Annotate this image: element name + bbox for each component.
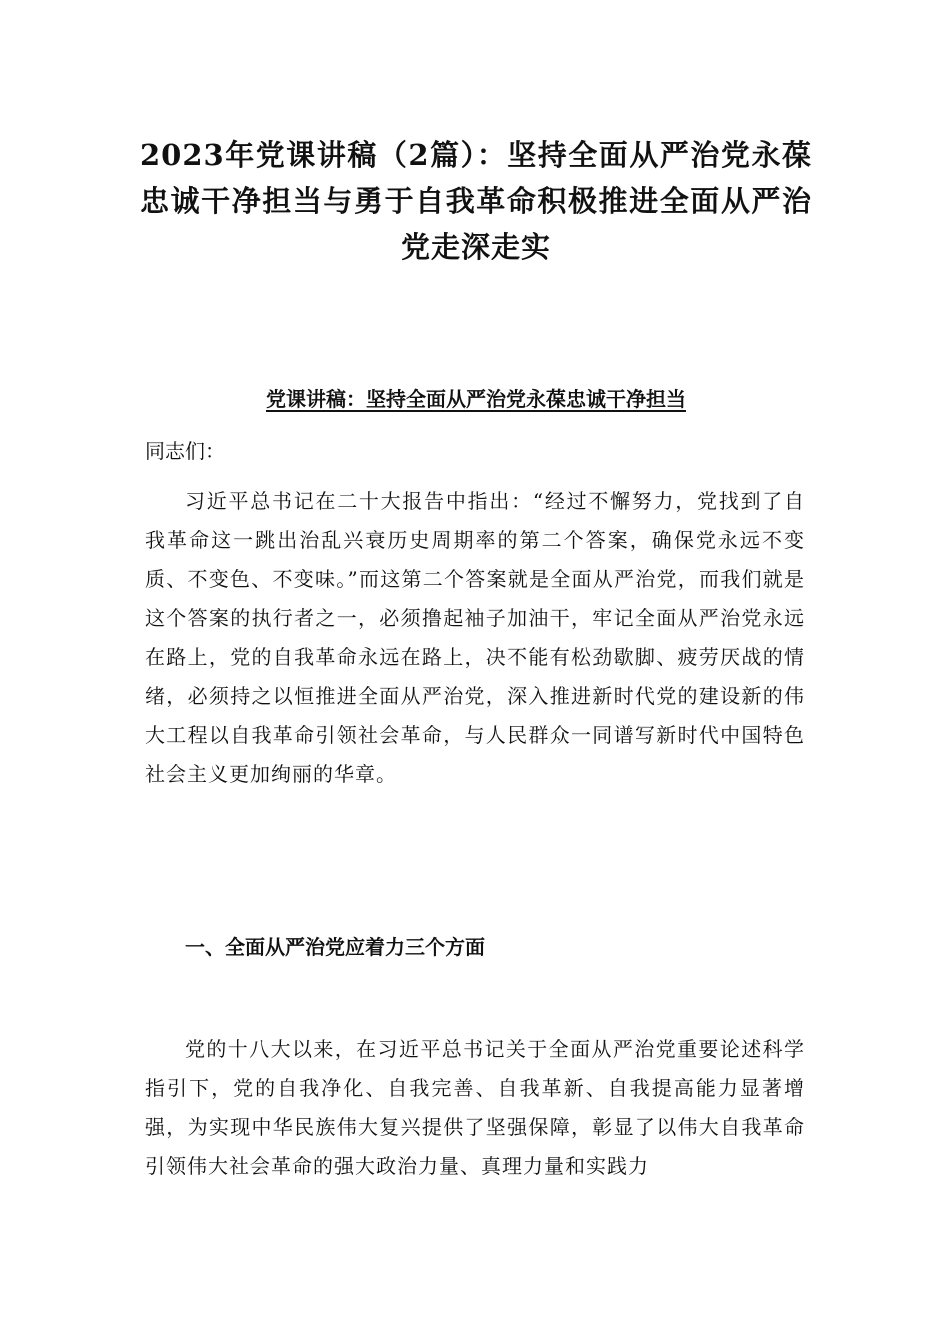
document-title: 2023年党课讲稿（2篇）：坚持全面从严治党永葆忠诚干净担当与勇于自我革命积极推进全面从严治党走深走实 [140,138,812,264]
paragraph-first-point: 党的十八大以来，在习近平总书记关于全面从严治党重要论述科学指引下，党的自我净化、自我完善、自我革新、自我提高能力显著增强，为实现中华民族伟大复兴提供了坚强保障，彰显了以伟大自我革命引领伟大社会革命的强大政治力量、真理力量和实践力 [145,1037,805,1178]
heading-first-point: 一、全面从严治党应着力三个方面 [185,935,485,959]
section-title-text: 党课讲稿：坚持全面从严治党永葆忠诚干净担当 [266,387,686,411]
salutation: 同志们： [145,439,225,463]
paragraph-intro: 习近平总书记在二十大报告中指出：“经过不懈努力，党找到了自我革命这一跳出治乱兴衰历史周期率的第二个答案，确保党永远不变质、不变色、不变味。”而这第二个答案就是全面从严治党，而我们就是这个答案的执行者之一，必须撸起袖子加油干，牢记全面从严治党永远在路上，党的自我革命永远在路上，决不能有松劲歇脚、疲劳厌战的情绪，必须持之以恒推进全面从严治党，深入推进新时代党的建设新的伟大工程以自我革命引领社会革命，与人民群众一同谱写新时代中国特色社会主义更加绚丽的华章。 [145,489,805,786]
section-title [140,384,812,414]
